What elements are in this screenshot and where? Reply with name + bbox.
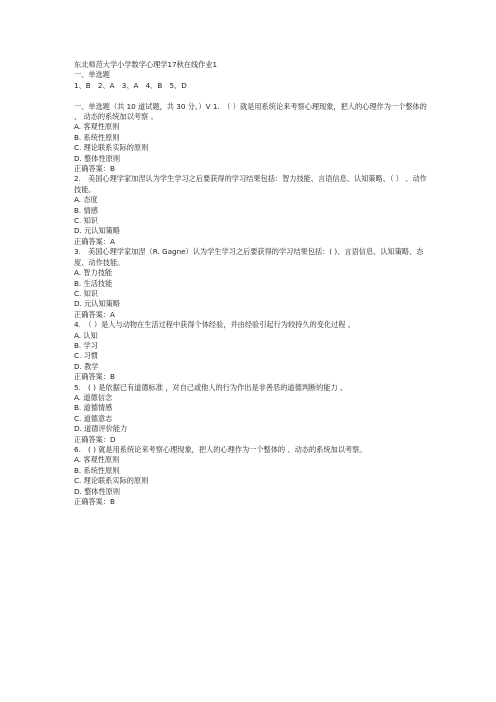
correct-answer: 正确答案：A — [74, 309, 115, 319]
option-c: C. 知识 — [74, 288, 98, 298]
option-c: C. 道德意志 — [74, 413, 113, 423]
correct-answer: 正确答案：D — [74, 434, 116, 444]
question-stem: 4. （ ）是人与动物在生活过程中获得个体经验，并由经验引起行为较持久的变化过程 。 — [74, 320, 355, 330]
question-1-stem: 一、单选题（共 10 道试题，共 30 分。）V 1. （ ）就是用系统论来考察心理现象，把人的心理作为一个整体的 、 动态的系统加以考察 。 — [74, 101, 430, 122]
option-c: C. 知识 — [74, 216, 98, 226]
option-d: D. 教学 — [74, 361, 99, 371]
question-4 — [74, 320, 434, 382]
option-c: C. 理论联系实际的原则 — [74, 143, 149, 153]
document-page — [74, 60, 434, 507]
question-1 — [74, 122, 434, 174]
question-stem: 3. 美国心理学家加涅（R. Gagne）认为学生学习之后要获得的学习结果包括：( )、言语信息、认知策略、态度、动作技能。 — [74, 247, 424, 267]
option-c: C. 习惯 — [74, 351, 98, 361]
option-d: D. 整体性原则 — [74, 153, 121, 163]
option-b: B. 系统性原则 — [74, 465, 120, 475]
option-a: A. 道德信念 — [74, 392, 113, 402]
answer-key: 1、B 2、A 3、A 4、B 5、D — [74, 80, 187, 90]
option-a: A. 态度 — [74, 195, 98, 205]
option-c: C. 理论联系实际的原则 — [74, 476, 149, 486]
option-d: D. 整体性原则 — [74, 486, 121, 496]
spacer — [74, 91, 434, 101]
question-6 — [74, 445, 434, 507]
option-d: D. 元认知策略 — [74, 226, 121, 236]
option-a: A. 客观性原则 — [74, 122, 120, 132]
option-b: B. 生活技能 — [74, 278, 113, 288]
option-b: B. 道德情感 — [74, 403, 113, 413]
option-b: B. 情感 — [74, 205, 98, 215]
question-5 — [74, 383, 434, 445]
question-3 — [74, 247, 434, 320]
option-d: D. 道德评价能力 — [74, 424, 128, 434]
question-2 — [74, 174, 434, 247]
option-d: D. 元认知策略 — [74, 299, 121, 309]
option-a: A. 认知 — [74, 330, 98, 340]
question-stem: 2. 美国心理学家加涅认为学生学习之后要获得的学习结果包括：智力技能、言语信息、认知策略、（ ） 、动作技能。 — [74, 174, 427, 194]
option-b: B. 系统性原则 — [74, 132, 120, 142]
section-heading: 一、单选题 — [74, 70, 110, 80]
correct-answer: 正确答案：B — [74, 497, 115, 507]
question-stem: 6. ( ) 就是用系统论来考察心理现象，把人的心理作为一个整体的 、动态的系统加以考察。 — [74, 445, 367, 455]
question-stem: 5. ( ) 是依据已有道德标准 ，对自己或他人的行为作出是非善恶的道德判断的能力 。 — [74, 382, 348, 392]
correct-answer: 正确答案：B — [74, 164, 115, 174]
option-a: A. 客观性原则 — [74, 455, 120, 465]
correct-answer: 正确答案：A — [74, 236, 115, 246]
option-a: A. 智力技能 — [74, 268, 113, 278]
correct-answer: 正确答案：B — [74, 372, 115, 382]
document-title: 东北师范大学小学数学心理学17秋在线作业1 — [74, 60, 218, 69]
option-b: B. 学习 — [74, 340, 98, 350]
